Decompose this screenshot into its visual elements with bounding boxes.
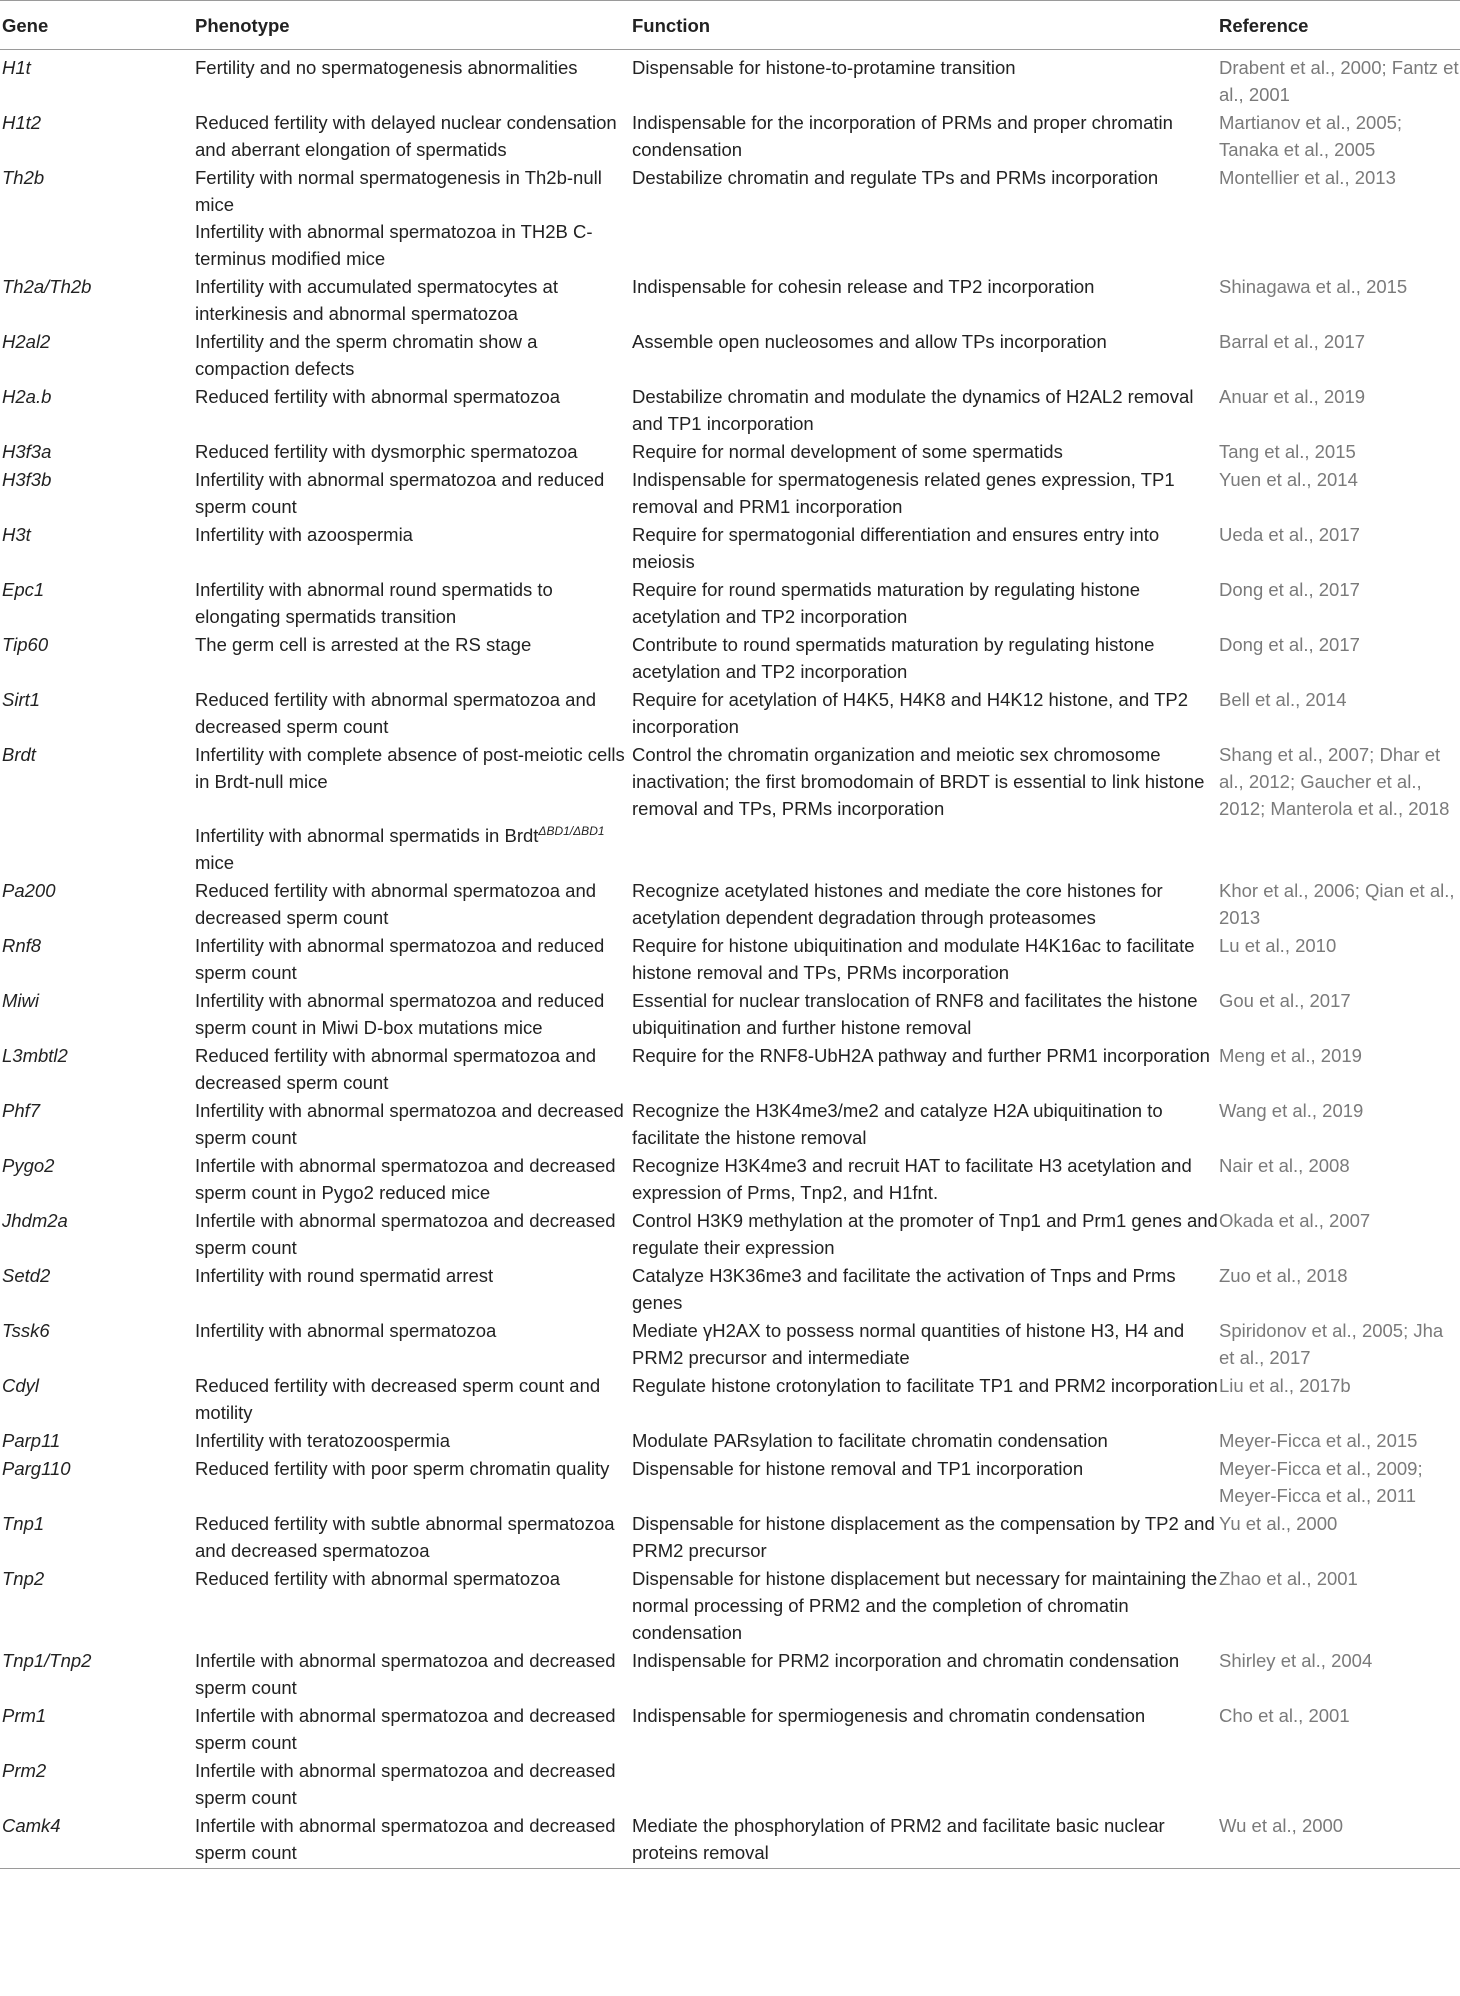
function-cell: Regulate histone crotonylation to facilitate TP1 and PRM2 incorporation <box>632 1375 1218 1396</box>
reference-cell: Liu et al., 2017b <box>1219 1375 1351 1396</box>
gene-cell: Tip60 <box>2 634 49 655</box>
reference-cell: Bell et al., 2014 <box>1219 689 1347 710</box>
phenotype-cell <box>195 54 632 108</box>
table-row <box>0 1702 1460 1756</box>
phenotype-cell <box>195 1647 632 1701</box>
function-cell: Indispensable for cohesin release and TP2 incorporation <box>632 276 1095 297</box>
gene-cell: Th2b <box>2 167 45 188</box>
table-row <box>0 164 1460 272</box>
header-phenotype: Phenotype <box>195 14 290 36</box>
table-row <box>0 877 1460 931</box>
function-cell: Dispensable for histone displacement but necessary for maintaining the normal processing of PRM2 and the completion of chromatin condensation <box>632 1568 1218 1643</box>
reference-cell: Yuen et al., 2014 <box>1219 469 1358 490</box>
function-cell <box>632 1757 1219 1811</box>
phenotype-text: Infertility with abnormal spermatozoa in TH2B C-terminus modified mice <box>195 221 593 269</box>
gene-cell: Tnp1 <box>2 1513 45 1534</box>
table-row <box>0 1317 1460 1371</box>
table-row <box>0 987 1460 1041</box>
phenotype-text: Infertility with round spermatid arrest <box>195 1265 494 1286</box>
gene-cell: H1t <box>2 57 31 78</box>
table-row <box>0 466 1460 520</box>
function-cell: Require for spermatogonial differentiation and ensures entry into meiosis <box>632 524 1160 572</box>
function-cell: Modulate PARsylation to facilitate chromatin condensation <box>632 1430 1108 1451</box>
table-row <box>0 1427 1460 1454</box>
phenotype-text: Infertile with abnormal spermatozoa and decreased sperm count in Pygo2 reduced mice <box>195 1155 616 1203</box>
table-row <box>0 328 1460 382</box>
phenotype-cell <box>195 109 632 163</box>
table-row <box>0 686 1460 740</box>
reference-cell: Meyer-Ficca et al., 2015 <box>1219 1430 1418 1451</box>
phenotype-text: The germ cell is arrested at the RS stage <box>195 634 532 655</box>
phenotype-cell <box>195 1372 632 1426</box>
gene-cell: L3mbtl2 <box>2 1045 68 1066</box>
phenotype-cell <box>195 1565 632 1646</box>
phenotype-cell <box>195 1262 632 1316</box>
reference-cell: Zhao et al., 2001 <box>1219 1568 1358 1589</box>
table-row <box>0 932 1460 986</box>
table-bottom-rule <box>0 1868 1460 1869</box>
phenotype-text: Infertile with abnormal spermatozoa and decreased sperm count <box>195 1650 616 1698</box>
phenotype-text: Reduced fertility with dysmorphic spermatozoa <box>195 441 578 462</box>
phenotype-cell <box>195 164 632 272</box>
table-row <box>0 1565 1460 1646</box>
gene-cell: Parp11 <box>2 1430 61 1451</box>
function-cell: Dispensable for histone displacement as the compensation by TP2 and PRM2 precursor <box>632 1513 1215 1561</box>
phenotype-cell <box>195 1427 632 1454</box>
reference-cell: Dong et al., 2017 <box>1219 579 1360 600</box>
reference-cell: Meng et al., 2019 <box>1219 1045 1362 1066</box>
gene-cell: Brdt <box>2 744 36 765</box>
gene-cell: Sirt1 <box>2 689 41 710</box>
gene-cell: H3f3b <box>2 469 52 490</box>
reference-cell: Drabent et al., 2000; Fantz et al., 2001 <box>1219 57 1459 105</box>
table-row <box>0 109 1460 163</box>
reference-cell: Shang et al., 2007; Dhar et al., 2012; Gaucher et al., 2012; Manterola et al., 2018 <box>1219 744 1450 819</box>
phenotype-text: Reduced fertility with abnormal spermatozoa and decreased sperm count <box>195 689 597 737</box>
phenotype-text: Fertility and no spermatogenesis abnormalities <box>195 57 578 78</box>
phenotype-cell <box>195 1455 632 1509</box>
table-row <box>0 1812 1460 1866</box>
reference-cell: Wang et al., 2019 <box>1219 1100 1364 1121</box>
table-row <box>0 438 1460 465</box>
phenotype-cell <box>195 1042 632 1096</box>
reference-cell: Tang et al., 2015 <box>1219 441 1356 462</box>
phenotype-cell <box>195 1812 632 1866</box>
function-cell: Control the chromatin organization and meiotic sex chromosome inactivation; the first bromodomain of BRDT is essential to link histone removal and TPs, PRMs incorporation <box>632 744 1205 819</box>
reference-cell: Okada et al., 2007 <box>1219 1210 1371 1231</box>
phenotype-text: Reduced fertility with abnormal spermatozoa and decreased sperm count <box>195 880 597 928</box>
phenotype-cell <box>195 273 632 327</box>
function-cell: Catalyze H3K36me3 and facilitate the activation of Tnps and Prms genes <box>632 1265 1176 1313</box>
phenotype-text: Infertility with abnormal spermatozoa and decreased sperm count <box>195 1100 624 1148</box>
header-function: Function <box>632 14 711 36</box>
table-row <box>0 1262 1460 1316</box>
table-row <box>0 273 1460 327</box>
function-cell: Recognize acetylated histones and mediate the core histones for acetylation dependent degradation through proteasomes <box>632 880 1163 928</box>
phenotype-cell <box>195 438 632 465</box>
phenotype-text: Infertility with azoospermia <box>195 524 413 545</box>
phenotype-cell <box>195 1097 632 1151</box>
function-cell: Indispensable for PRM2 incorporation and chromatin condensation <box>632 1650 1180 1671</box>
phenotype-cell <box>195 1757 632 1811</box>
table-row <box>0 1757 1460 1811</box>
function-cell: Require for round spermatids maturation by regulating histone acetylation and TP2 incorporation <box>632 579 1141 627</box>
reference-cell: Ueda et al., 2017 <box>1219 524 1360 545</box>
reference-cell: Barral et al., 2017 <box>1219 331 1366 352</box>
phenotype-text: Infertility and the sperm chromatin show a compaction defects <box>195 331 538 379</box>
table-row <box>0 1455 1460 1509</box>
reference-cell: Martianov et al., 2005; Tanaka et al., 2005 <box>1219 112 1403 160</box>
table-row <box>0 1207 1460 1261</box>
reference-cell: Meyer-Ficca et al., 2009; Meyer-Ficca et al., 2011 <box>1219 1458 1423 1506</box>
function-cell: Destabilize chromatin and modulate the dynamics of H2AL2 removal and TP1 incorporation <box>632 386 1194 434</box>
phenotype-text: Reduced fertility with delayed nuclear condensation and aberrant elongation of spermatids <box>195 112 617 160</box>
phenotype-cell <box>195 631 632 685</box>
phenotype-cell <box>195 1152 632 1206</box>
genotype-superscript: ΔBD1/ΔBD1 <box>538 823 605 838</box>
table-row <box>0 521 1460 575</box>
function-cell: Require for the RNF8-UbH2A pathway and further PRM1 incorporation <box>632 1045 1210 1066</box>
gene-cell: Prm1 <box>2 1705 47 1726</box>
phenotype-cell <box>195 877 632 931</box>
table-body <box>0 54 1460 1866</box>
table-row <box>0 576 1460 630</box>
phenotype-cell <box>195 521 632 575</box>
gene-cell: Pygo2 <box>2 1155 55 1176</box>
reference-cell: Anuar et al., 2019 <box>1219 386 1366 407</box>
function-cell: Mediate γH2AX to possess normal quantities of histone H3, H4 and PRM2 precursor and intermediate <box>632 1320 1185 1368</box>
function-cell: Recognize H3K4me3 and recruit HAT to facilitate H3 acetylation and expression of Prms, Tnp2, and H1fnt. <box>632 1155 1192 1203</box>
phenotype-cell <box>195 383 632 437</box>
function-cell: Essential for nuclear translocation of RNF8 and facilitates the histone ubiquitination and further histone removal <box>632 990 1198 1038</box>
header-reference: Reference <box>1219 14 1309 36</box>
function-cell: Recognize the H3K4me3/me2 and catalyze H2A ubiquitination to facilitate the histone removal <box>632 1100 1163 1148</box>
gene-cell: Prm2 <box>2 1760 47 1781</box>
phenotype-cell <box>195 1317 632 1371</box>
function-cell: Require for normal development of some spermatids <box>632 441 1063 462</box>
phenotype-cell <box>195 328 632 382</box>
phenotype-text: Infertile with abnormal spermatozoa and decreased sperm count <box>195 1705 616 1753</box>
gene-cell: Cdyl <box>2 1375 40 1396</box>
gene-cell: Camk4 <box>2 1815 61 1836</box>
reference-cell: Shinagawa et al., 2015 <box>1219 276 1408 297</box>
phenotype-text: Infertility with abnormal spermatozoa and reduced sperm count in Miwi D-box mutations mice <box>195 990 605 1038</box>
gene-cell: Pa200 <box>2 880 56 901</box>
function-cell: Indispensable for spermiogenesis and chromatin condensation <box>632 1705 1146 1726</box>
phenotype-text: Infertility with accumulated spermatocytes at interkinesis and abnormal spermatozoa <box>195 276 558 324</box>
gene-cell: Parg110 <box>2 1458 71 1479</box>
phenotype-text: Infertility with complete absence of post-meiotic cells in Brdt-null mice <box>195 744 625 792</box>
phenotype-text: Fertility with normal spermatogenesis in Th2b-null mice <box>195 167 602 215</box>
table-header <box>0 0 1460 50</box>
function-cell: Indispensable for spermatogenesis related genes expression, TP1 removal and PRM1 incorporation <box>632 469 1175 517</box>
reference-cell: Montellier et al., 2013 <box>1219 167 1396 188</box>
gene-cell: H3f3a <box>2 441 52 462</box>
reference-cell: Spiridonov et al., 2005; Jha et al., 2017 <box>1219 1320 1444 1368</box>
phenotype-cell <box>195 466 632 520</box>
reference-cell: Shirley et al., 2004 <box>1219 1650 1373 1671</box>
function-cell: Indispensable for the incorporation of PRMs and proper chromatin condensation <box>632 112 1173 160</box>
table-row <box>0 1097 1460 1151</box>
phenotype-text: Infertile with abnormal spermatozoa and decreased sperm count <box>195 1210 616 1258</box>
phenotype-text <box>195 822 632 876</box>
phenotype-text: Infertility with abnormal spermatozoa and reduced sperm count <box>195 469 605 517</box>
phenotype-text-part: Infertility with abnormal spermatids in Brdt <box>195 825 539 846</box>
phenotype-text-part: mice <box>195 852 235 873</box>
reference-cell <box>1219 1757 1460 1811</box>
reference-cell: Dong et al., 2017 <box>1219 634 1360 655</box>
phenotype-cell <box>195 1207 632 1261</box>
reference-cell: Cho et al., 2001 <box>1219 1705 1350 1726</box>
phenotype-text: Infertility with abnormal spermatozoa <box>195 1320 497 1341</box>
phenotype-text: Reduced fertility with decreased sperm count and motility <box>195 1375 601 1423</box>
phenotype-text: Reduced fertility with subtle abnormal spermatozoa and decreased spermatozoa <box>195 1513 615 1561</box>
gene-cell: Jhdm2a <box>2 1210 68 1231</box>
reference-cell: Yu et al., 2000 <box>1219 1513 1338 1534</box>
gene-cell: H3t <box>2 524 31 545</box>
gene-cell: Phf7 <box>2 1100 41 1121</box>
gene-cell: Tssk6 <box>2 1320 50 1341</box>
phenotype-cell <box>195 686 632 740</box>
table-row <box>0 54 1460 108</box>
gene-cell: H1t2 <box>2 112 42 133</box>
function-cell: Assemble open nucleosomes and allow TPs incorporation <box>632 331 1107 352</box>
phenotype-text: Infertility with abnormal spermatozoa and reduced sperm count <box>195 935 605 983</box>
phenotype-text: Reduced fertility with abnormal spermatozoa and decreased sperm count <box>195 1045 597 1093</box>
phenotype-text: Infertility with abnormal round spermatids to elongating spermatids transition <box>195 579 553 627</box>
phenotype-cell <box>195 987 632 1041</box>
gene-cell: H2al2 <box>2 331 51 352</box>
reference-cell: Nair et al., 2008 <box>1219 1155 1350 1176</box>
gene-cell: Setd2 <box>2 1265 51 1286</box>
table-row <box>0 383 1460 437</box>
function-cell: Mediate the phosphorylation of PRM2 and facilitate basic nuclear proteins removal <box>632 1815 1165 1863</box>
gene-cell: Miwi <box>2 990 39 1011</box>
phenotype-text: Infertile with abnormal spermatozoa and decreased sperm count <box>195 1760 616 1808</box>
function-cell: Dispensable for histone removal and TP1 incorporation <box>632 1458 1084 1479</box>
phenotype-cell <box>195 576 632 630</box>
table-row <box>0 1152 1460 1206</box>
phenotype-cell <box>195 1510 632 1564</box>
table-row <box>0 1372 1460 1426</box>
gene-cell: Epc1 <box>2 579 45 600</box>
phenotype-text: Reduced fertility with abnormal spermatozoa <box>195 1568 561 1589</box>
header-gene: Gene <box>2 14 49 36</box>
phenotype-cell <box>195 1702 632 1756</box>
reference-cell: Wu et al., 2000 <box>1219 1815 1344 1836</box>
phenotype-cell <box>195 741 632 876</box>
reference-cell: Zuo et al., 2018 <box>1219 1265 1348 1286</box>
phenotype-text: Reduced fertility with abnormal spermatozoa <box>195 386 561 407</box>
function-cell: Destabilize chromatin and regulate TPs and PRMs incorporation <box>632 167 1159 188</box>
gene-cell: Th2a/Th2b <box>2 276 92 297</box>
phenotype-text: Infertility with teratozoospermia <box>195 1430 450 1451</box>
phenotype-cell <box>195 932 632 986</box>
table-row <box>0 631 1460 685</box>
function-cell: Control H3K9 methylation at the promoter of Tnp1 and Prm1 genes and regulate their expression <box>632 1210 1218 1258</box>
reference-cell: Gou et al., 2017 <box>1219 990 1351 1011</box>
reference-cell: Khor et al., 2006; Qian et al., 2013 <box>1219 880 1455 928</box>
function-cell: Require for histone ubiquitination and modulate H4K16ac to facilitate histone removal and TPs, PRMs incorporation <box>632 935 1195 983</box>
table-row <box>0 741 1460 876</box>
table-row <box>0 1510 1460 1564</box>
gene-cell: Tnp1/Tnp2 <box>2 1650 92 1671</box>
table-row <box>0 1042 1460 1096</box>
reference-cell: Lu et al., 2010 <box>1219 935 1337 956</box>
gene-cell: Tnp2 <box>2 1568 45 1589</box>
gene-cell: Rnf8 <box>2 935 42 956</box>
gene-cell: H2a.b <box>2 386 52 407</box>
function-cell: Dispensable for histone-to-protamine transition <box>632 57 1016 78</box>
phenotype-text: Infertile with abnormal spermatozoa and decreased sperm count <box>195 1815 616 1863</box>
function-cell: Require for acetylation of H4K5, H4K8 and H4K12 histone, and TP2 incorporation <box>632 689 1189 737</box>
table-row <box>0 1647 1460 1701</box>
phenotype-text: Reduced fertility with poor sperm chromatin quality <box>195 1458 610 1479</box>
function-cell: Contribute to round spermatids maturation by regulating histone acetylation and TP2 incorporation <box>632 634 1155 682</box>
